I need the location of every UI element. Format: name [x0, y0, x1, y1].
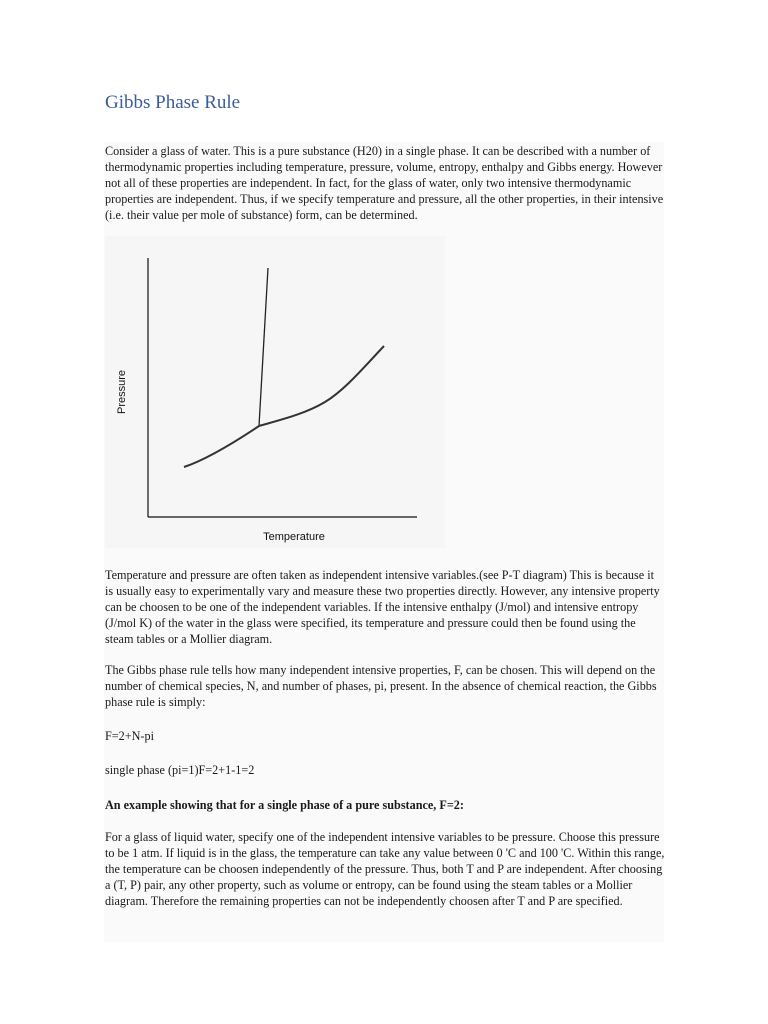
independent-variables-paragraph: Temperature and pressure are often taken as independent intensive variables.(see P-T diagram) This is because it is usually easy to experimentally vary and measure these two properties directly. However, any intensive property can be choosen to be one of the independent variables. If the intensive enthalpy (J/mol) and intensive entropy (J/mol K) of the water in the glass were specified, its temperature and pressure could then be found using the steam tables or a Mollier diagram. — [105, 568, 660, 646]
phase-rule-formula: F=2+N-pi — [105, 729, 154, 743]
phase-diagram-figure — [105, 236, 445, 548]
y-axis-label: Pressure — [116, 369, 128, 415]
x-axis-label: Temperature — [263, 531, 325, 543]
page-title: Gibbs Phase Rule — [105, 92, 241, 113]
example-paragraph: For a glass of liquid water, specify one of the independent intensive variables to be pressure. Choose this pressure to be 1 atm. If liquid is in the glass, the temperature can take any value between 0 'C and 100 'C. Within this range, the temperature can be choosen independently of the pressure. Thus, both T and P are independent. After choosing a (T, P) pair, any other property, such as volume or entropy, can be found using the steam tables or a Mollier diagram. Therefore the remaining properties can not be independently choosen after T and P are specified. — [105, 830, 665, 908]
vaporization-curve — [259, 346, 384, 426]
fusion-curve — [259, 268, 268, 426]
single-phase-formula: single phase (pi=1)F=2+1-1=2 — [105, 763, 255, 777]
intro-paragraph: Consider a glass of water. This is a pure substance (H20) in a single phase. It can be described with a number of thermodynamic properties including temperature, pressure, volume, entropy, enthalpy and Gibbs energy. However not all of these properties are independent. In fact, for the glass of water, only two intensive thermodynamic properties are independent. Thus, if we specify temperature and pressure, all the other properties, in their intensive (i.e. their value per mole of substance) form, can be determined. — [105, 144, 664, 222]
example-heading: An example showing that for a single phase of a pure substance, F=2: — [105, 798, 464, 812]
sublimation-curve — [184, 426, 259, 467]
phase-diagram-svg — [105, 236, 445, 548]
phase-rule-paragraph: The Gibbs phase rule tells how many independent intensive properties, F, can be chosen. This will depend on the number of chemical species, N, and number of phases, pi, present. In the absence of chemical reaction, the Gibbs phase rule is simply: — [105, 663, 657, 709]
